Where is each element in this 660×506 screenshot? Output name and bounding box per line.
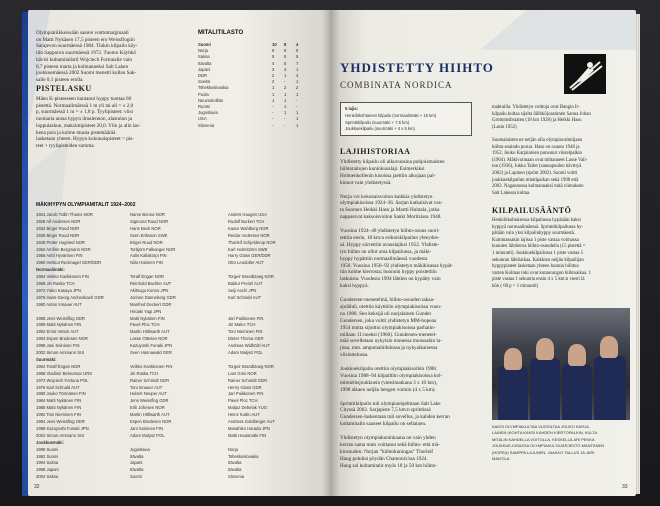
text-line: loppulaskun, maksimipisteet 20,0. Ylin ja alin las- bbox=[36, 122, 141, 129]
text-line: Erik Johnsen NOR bbox=[130, 405, 165, 411]
text-line: (Lasin 1952) bbox=[492, 124, 517, 130]
text-line: Rudolf Burkert TCH bbox=[228, 218, 265, 224]
text-line: Joukkuekilpailu otettiin olympiakisoihin 1988. bbox=[340, 366, 438, 372]
text-line: Masahiko Harada JPN bbox=[228, 425, 270, 431]
text-line: Sarajevon suurmäessä 1984. Tiukin kilpailu käy- bbox=[36, 43, 138, 50]
stats-value: 1 bbox=[284, 91, 287, 97]
text-line: jissa, mm. ampumahiihdossa ja nykyaikaisessa bbox=[340, 345, 438, 352]
text-line: Joukkuekilpailu (suurmäki + 4 x 5 km) bbox=[345, 126, 415, 131]
stats-country: Jugoslavia bbox=[198, 110, 218, 116]
text-line: Grottumsbraaten (18 km 1928) ja Heikki Hasu bbox=[492, 118, 582, 124]
text-line: Norja bbox=[228, 446, 239, 452]
text-line: Gundersen-laskentaan tuli sovellus, ja kahden kerran bbox=[340, 414, 450, 421]
text-line: 0,7 pisteen marta ja kolmanneksi Salt Laken bbox=[36, 63, 129, 70]
text-line: Matjaz Debelak YUG bbox=[228, 405, 268, 411]
text-line: 1924 Jacob Tullin Thams NOR bbox=[36, 212, 93, 217]
text-line: na 1988. Sen keksijä oli norjalainen Gunder bbox=[340, 310, 432, 317]
text-line: lasketaan yhteen. Hypyn kokonaispisteet = pis- bbox=[36, 136, 135, 143]
text-line: Yhdistetyn olympiakuninkaana on vain yhden bbox=[340, 435, 436, 441]
text-line: hyppypisteet lasketaan yhteen kunnin hiihtoa bbox=[492, 264, 579, 270]
stats-value: 1 bbox=[272, 97, 275, 103]
stats-value: 10 bbox=[272, 42, 277, 47]
text-line: Hubert Neuper AUT bbox=[130, 391, 167, 397]
stats-value: 4 bbox=[296, 42, 299, 47]
text-line: varten Kolmas toki ovat kumurangon hiihtoaikaa. 1 bbox=[492, 270, 591, 276]
text-line: 1998 Jani Soininen FIN bbox=[36, 343, 80, 349]
stats-value: - bbox=[296, 104, 298, 109]
text-line: 1980 Jouko Törmänen FIN bbox=[36, 391, 86, 397]
text-line: Andreas Widhölzl AUT bbox=[228, 343, 270, 349]
text-line: Andreas Goldberger AUT bbox=[228, 419, 276, 424]
stats-country: Norja bbox=[198, 48, 209, 54]
text-line: Akitsugu Konno JPN bbox=[130, 287, 169, 293]
text-line: sä. Hyppy siirrettiin avauslajiksi 1952. Yhdiste- bbox=[340, 241, 440, 248]
text-line: Vuosina 1988–94 kilpailtiin olympiakisoissa kol- bbox=[340, 372, 443, 379]
page-title: YHDISTETTY HIIHTO bbox=[340, 60, 494, 75]
stats-country: Saksa bbox=[198, 54, 210, 60]
team-photo bbox=[492, 308, 630, 420]
stats-country: USA bbox=[198, 116, 207, 122]
text-line: hävisi kultamitalistil Wojciech Fortunalle vain bbox=[36, 56, 133, 63]
text-line: joukkuemäessä 2002 Suomi menetti kullan Sak- bbox=[36, 70, 137, 77]
page-number-left: 32 bbox=[34, 484, 40, 490]
text-line: Birger Ruud NOR bbox=[130, 239, 163, 245]
text-line: 1972 Yukio Kasaya JPN bbox=[36, 287, 81, 293]
stats-value: - bbox=[284, 79, 286, 85]
stats-value: 2 bbox=[272, 73, 275, 78]
stats-country: Puola bbox=[198, 91, 209, 97]
stats-value: 5 bbox=[296, 54, 299, 60]
text-line: JOUKKUE-KISASSA OLYMPIAKULTAJÄRJESTÖ MANTÄNEN bbox=[492, 443, 605, 449]
stats-country: DDR bbox=[198, 73, 208, 78]
text-line: 1964 Veikko Kankkonen FIN bbox=[36, 274, 89, 280]
text-line: Seiji Aochi JPN bbox=[228, 287, 257, 293]
text-line: tettiin ensin, 18 km:n erikoiskilpailun yhteydes- bbox=[340, 234, 440, 241]
stats-value: 4 bbox=[272, 60, 275, 66]
text-line: Itävalta bbox=[228, 460, 242, 466]
text-line: Mäen K-pisteeseen kantanut hyppy tuottaa 60 bbox=[36, 96, 132, 102]
stats-country: Neuvostoliitto bbox=[198, 97, 224, 103]
left-page bbox=[28, 10, 330, 496]
text-line: 1992 Toni Nieminen FIN bbox=[36, 412, 81, 418]
text-line: 1952, Jouko Karjalainen pursonut viistelpalkin bbox=[492, 151, 582, 157]
right-page bbox=[330, 10, 636, 496]
text-line: Jochen Danneberg GDR bbox=[130, 294, 176, 300]
text-line: Olympialiikkeissään saaren voittomarginaali bbox=[36, 30, 129, 36]
text-line: Karl Schnabl AUT bbox=[228, 294, 262, 300]
text-line: kultamitalin saaneet kilpailu on sellainen. bbox=[340, 421, 427, 428]
text-line: 1988 Matti Nykänen FIN bbox=[36, 322, 82, 328]
text-line: Gundersen, joka voitti yhdistetyn MM-hopeaa bbox=[340, 317, 437, 324]
text-line: Heinz Kuttin AUT bbox=[228, 412, 260, 418]
stats-value: 1 bbox=[296, 110, 299, 116]
text-line: Harry Glass GER/DDR bbox=[228, 253, 271, 259]
stats-value: 2 bbox=[272, 79, 275, 85]
text-line: Karl Holmström SWE bbox=[228, 246, 268, 252]
ski-jumper-pictogram bbox=[564, 54, 606, 94]
text-line: hiihto-osaindo puruu. Hasu on osanto 1948 ja bbox=[492, 144, 580, 150]
text-line: 1956 Antti Hyvärinen FIN bbox=[36, 253, 83, 259]
text-line: teet + tyylipisteiden summa. bbox=[36, 142, 95, 149]
stats-value: - bbox=[272, 122, 274, 128]
text-line: 1992 Suomi bbox=[36, 453, 59, 459]
text-line: tiin kolme kierrosta; huonoin hyppy poistettiin bbox=[340, 269, 437, 276]
text-line: Lasse Ottesen NOR bbox=[130, 336, 168, 342]
text-line: Slovenia bbox=[228, 474, 245, 480]
text-line: 2002 Simon Ammann SUI bbox=[36, 350, 85, 355]
text-line: Pavel Ploc TCH bbox=[228, 398, 258, 404]
text-line: Japani bbox=[130, 460, 143, 466]
text-line: Norja voi kokonaisvoiton kaikkia yhdistetyn bbox=[340, 193, 433, 200]
text-line: kerran sama mies voittanut sekä hiihto- että mä- bbox=[340, 441, 440, 448]
stats-value: 5 bbox=[284, 54, 287, 60]
text-line: Narve Bonna NOR bbox=[130, 212, 165, 217]
text-line: 1976 Hans-Georg Aschenbach GDR bbox=[36, 294, 104, 300]
text-line: 1952 Arnfinn Bergmann NOR bbox=[36, 246, 91, 252]
text-line: Joukkuemäki: bbox=[36, 439, 64, 445]
stats-value: 9 bbox=[272, 48, 275, 54]
text-line: Manfred Deckert GDR bbox=[130, 301, 172, 307]
text-line: Jens Weissflog GDR bbox=[130, 398, 169, 404]
stats-value: - bbox=[284, 122, 286, 128]
lajihistoria-heading: LAJIHISTORIAA bbox=[340, 147, 411, 156]
text-line: Sigmund Ruud NOR bbox=[130, 218, 169, 224]
text-line: 1968 Jiri Raska TCH bbox=[36, 281, 75, 286]
text-line: Kummassakin lajissa 1 piste vastaa voimassa bbox=[492, 237, 579, 243]
text-line: Toni Nieminen FIN bbox=[228, 329, 263, 335]
text-line: Torgeir Brandtzaeg NOR bbox=[228, 274, 274, 280]
stats-country: Sveitsi bbox=[198, 79, 211, 85]
text-line: kaksi hyppyä. bbox=[340, 283, 369, 290]
text-line: 1964 Toralf Engan NOR bbox=[36, 363, 81, 369]
text-line: salle 0,1 pisteen erolla. bbox=[36, 76, 84, 83]
text-line: kiosuuden: Norjan "hiihtokuningas" Thorleif bbox=[340, 448, 434, 455]
text-line: p, suurmäessä 1 m = ± 1,8 p. Tyylipisteet: viisi bbox=[36, 109, 133, 116]
text-line: 1960 Helmut Recknagel GER/DDR bbox=[36, 260, 102, 266]
text-line: Jiri Raska TCH bbox=[130, 370, 159, 376]
text-line: 1976 Karl Schnabl AUT bbox=[36, 384, 80, 390]
text-line: 1972 Wojciech Fortuna POL bbox=[36, 377, 89, 383]
text-line: hyppyä normaalimäessä. Sprinttikilpailussa hy- bbox=[492, 224, 584, 230]
text-line: Kazuyoshi Funaki JPN bbox=[130, 343, 173, 349]
text-line: Dieter Thoma GER bbox=[228, 336, 264, 342]
text-line: kuunien lähtöeroa hiihto-osuudella (15 pistettä = bbox=[492, 244, 586, 250]
text-line: 1948 Petter Hugsted NOR bbox=[36, 239, 85, 245]
text-line: Jari Puikkonen FIN bbox=[228, 391, 264, 397]
text-line: 1928 Alf Andersen NOR bbox=[36, 218, 81, 224]
text-line: on Matti Nykäsen 17,5 pisteen ero Weissflogiin bbox=[36, 36, 135, 43]
text-line: Lars Grini NOR bbox=[228, 370, 257, 376]
text-line: tiin Sapporon suurmäessä 1972. Tuomo Käyhkö bbox=[36, 50, 137, 57]
text-line: Hiroaki Yagi JPN bbox=[130, 308, 162, 314]
text-line: 1988 Suomi bbox=[36, 446, 59, 452]
text-line: Itävalta bbox=[130, 453, 144, 459]
book-fold-shadow bbox=[322, 10, 340, 496]
stats-value: 5 bbox=[284, 60, 287, 66]
text-line: Tshekkoslovakia bbox=[228, 453, 259, 459]
stats-value: 3 bbox=[272, 66, 275, 72]
stats-value: - bbox=[284, 116, 286, 122]
text-line: 1994 Jens Weissflog GER bbox=[36, 419, 85, 424]
text-line: hön ( 60 p = 1 minuutti) bbox=[492, 284, 539, 289]
text-line: Toralf Engan NOR bbox=[130, 274, 164, 280]
stats-value: 8 bbox=[284, 42, 287, 47]
text-line: Suomalaisten ne neljän olla olympiavalmiijaan bbox=[492, 138, 583, 143]
stats-country: Ruotsi bbox=[198, 104, 210, 109]
text-line: Salt Lakessa kultaa. bbox=[492, 190, 531, 196]
text-line: Jari Puikkonen FIN bbox=[228, 315, 264, 321]
stats-value: 4 bbox=[296, 73, 299, 78]
text-line: Niilo Halonen FIN bbox=[130, 260, 163, 266]
text-line: pätään vain yksi kilpailuhyppy suurmäestä. bbox=[492, 231, 575, 237]
stats-value: 1 bbox=[296, 66, 299, 72]
events-box bbox=[340, 102, 472, 136]
text-line: Suomi bbox=[130, 474, 142, 480]
text-line: Henry Glass GDR bbox=[228, 384, 262, 390]
text-line: Henkilökohtainen kilpailu (normaalimäki + 15 km) bbox=[345, 113, 437, 118]
stats-value: 1 bbox=[296, 79, 299, 85]
text-line: 1936 Birger Ruud NOR bbox=[36, 232, 80, 238]
text-line: 1992 Ernst Vettori AUT bbox=[36, 329, 79, 335]
text-line: Kaare Wahlberg NOR bbox=[228, 225, 269, 231]
text-line: (1964). Mäkivoimaan ovat mittanneet Lasse Vali- bbox=[492, 157, 588, 163]
text-line: MANTILA. bbox=[492, 456, 511, 461]
text-line: Henkilökohtaisessa kilpailussa hypätään kaksi bbox=[492, 218, 581, 223]
text-line: Sven Eriksson SWE bbox=[130, 232, 168, 238]
stats-value: 1 bbox=[272, 91, 275, 97]
text-line: Reinhold Bachler AUT bbox=[130, 281, 172, 286]
stats-country: Tshekkoslovakia bbox=[198, 85, 229, 91]
text-line: ta Suomen Heikki Hasu ja Martti Huhtala, jotka bbox=[340, 207, 440, 214]
text-line: Sven Hannawald GER bbox=[130, 350, 172, 355]
text-line: Haug pohdiai pöydän Chamonix'ssa 1924. bbox=[340, 455, 428, 462]
text-line: 1932 Birger Ruud NOR bbox=[36, 225, 80, 231]
text-line: Jiri Malec TCH bbox=[228, 322, 256, 328]
text-line: Martin Höllwarth AUT bbox=[130, 329, 170, 335]
stats-value: 7 bbox=[296, 60, 299, 66]
text-line: Espen Bredesen NOR bbox=[130, 419, 172, 424]
text-line: MITALIN KAHDELLA VOITOLLA, KESKELLÄ ARI PEKKA bbox=[492, 436, 595, 442]
text-line: 1988 Matti Nykänen FIN bbox=[36, 405, 82, 411]
text-line: 1956. Vuosina 1956–92 yhdistetyn mäkikisassa hypät- bbox=[340, 262, 454, 269]
pistelasku-heading: PISTELASKU bbox=[36, 84, 92, 93]
stats-value: 2 bbox=[296, 85, 299, 91]
text-line: millaan 11:nneksi (1960). Gundersen-menetel- bbox=[340, 331, 437, 338]
text-line: Holmenkollenin kisoissa jaettiin aikojaan pal- bbox=[340, 172, 436, 179]
text-line: Torgeir Brandtzaeg NOR bbox=[228, 363, 274, 369]
text-line: LAINEN (KOHTA KAKSI KAHDEN KIERTOPALKIN, KULTA bbox=[492, 430, 598, 436]
stats-heading: MITALITILASTO bbox=[198, 30, 244, 36]
text-line: Sprinttikilpailu tuli olympiaohjelmaan Salt Lake bbox=[340, 400, 441, 407]
text-line: 1984 Matti Nykänen FIN bbox=[36, 398, 82, 404]
text-line: 1998 Japani bbox=[36, 467, 59, 473]
stats-value: 1 bbox=[284, 104, 287, 109]
text-line: Adam Malysz POL bbox=[228, 350, 263, 355]
stats-value: 1 bbox=[284, 73, 287, 78]
text-line: 2002 Simon Ammann SUI bbox=[36, 432, 85, 438]
text-line: Torbjörn Falkanger NOR bbox=[130, 246, 176, 252]
text-line: 1 minuutti). Joukkuekilpailussa 1 piste vastaa 5 bbox=[492, 251, 583, 256]
page-number-right: 33 bbox=[622, 484, 628, 490]
text-line: ton (1936), Jukka Taller (sannapuolen hävittyä bbox=[492, 164, 582, 170]
text-line: Veikko Kankkonen FIN bbox=[130, 363, 173, 369]
text-line: kilpailu kultaa sijalta lällhköjoastimen Sanna Johan bbox=[492, 111, 591, 117]
stats-value: 1 bbox=[296, 122, 299, 128]
text-line: Gundersen-menetelmä, hiihto-osuuden takaa- bbox=[340, 297, 435, 303]
stats-value: 1 bbox=[284, 97, 287, 103]
text-line: ajolähtö, otettiin käyttöön olympiakisoissa vuon- bbox=[340, 303, 442, 310]
text-line: pistettä. Normaalimäessä 1 m yli tai ali = ± 2,0 bbox=[36, 102, 134, 109]
text-line: sekunnin lähtöaikaa. Kaikkien neljän kilpailijan bbox=[492, 257, 584, 263]
text-line: Suurmäki: bbox=[36, 356, 57, 362]
medal-table-heading: MÄKIHYPYN OLYMPIAMITALIT 1924–2002 bbox=[36, 202, 136, 208]
page-subtitle: COMBINATA NORDICA bbox=[340, 80, 453, 90]
text-line: 2002 Saksa bbox=[36, 474, 59, 480]
stats-country: Itävalta bbox=[198, 60, 212, 66]
text-line: viisiottelussa. bbox=[340, 352, 369, 359]
text-line: Jani Soininen FIN bbox=[130, 425, 164, 431]
text-line: 2002. Nagaonossa kolmannaksi mitä viimaksen bbox=[492, 184, 584, 190]
text-line: Anders Haugen USA bbox=[228, 212, 267, 217]
text-line: KAKSI OLYMPIAKULTAA VUOSILTAA JOUKO KARJA- bbox=[492, 424, 591, 429]
text-line: kinnot vain yhdistetyssä. bbox=[340, 179, 392, 186]
stats-value: 5 bbox=[272, 54, 275, 60]
text-line: hiihtotaitojen kuninkuuslaji. Esimerkiksi bbox=[340, 165, 425, 172]
text-line: Reidar Andersen NOR bbox=[228, 232, 270, 238]
text-line: 2002) ja Lapinen (sprint 2002). Suomi voitti bbox=[492, 171, 578, 176]
text-line: 1988 Jens Weissflog GDR bbox=[36, 315, 86, 321]
text-line: Adam Malysz POL bbox=[130, 432, 165, 438]
text-line: Rainer Schmidt GDR bbox=[228, 377, 268, 383]
text-line: Jugoslavia bbox=[130, 446, 150, 452]
text-line: Matti Hautamäki FIN bbox=[228, 432, 267, 438]
stats-value: 1 bbox=[296, 91, 299, 97]
text-line: Cityssä 2002. Sarjapiste 7,5 km:n sprintissä bbox=[340, 407, 431, 414]
text-line: mimiehisjoukkuein (viestimatkana 3 x 10 km), bbox=[340, 379, 438, 386]
text-line: Yhdistetty kilpailu oli alkuvuosina pohjoismaisten bbox=[340, 159, 445, 165]
text-line: 1994 Espen Bredesen NOR bbox=[36, 336, 88, 342]
stats-value: - bbox=[272, 110, 274, 116]
stats-value: - bbox=[272, 104, 274, 109]
text-line: Sprinttikilpailu (suurmäki + 7,5 km) bbox=[345, 119, 410, 125]
text-line: kena pois ja kolme muuta pistemäärää bbox=[36, 129, 116, 136]
stats-country: Japani bbox=[198, 66, 211, 72]
text-line: Martin Höllwarth AUT bbox=[130, 412, 170, 418]
text-line: Thorleif Schjelderup NOR bbox=[228, 239, 276, 245]
text-line: mää sovelletaan nykyisin monessa muussakin la- bbox=[340, 338, 442, 345]
stats-value: - bbox=[272, 116, 274, 122]
text-line: Itävalta bbox=[130, 467, 144, 473]
text-line: Matti Nykänen FIN bbox=[130, 315, 165, 321]
text-line: 1998 Kazuyoshi Funaki JPN bbox=[36, 425, 89, 431]
text-line: Normaalimäki: bbox=[36, 267, 65, 273]
stats-value: - bbox=[296, 97, 298, 103]
text-line: Hans Beck NOR bbox=[130, 225, 161, 231]
text-line: Itävalta bbox=[228, 467, 242, 473]
text-line: (HOPEA) SAMPPA LAJUNEN, JAAKKO TALLUS JA JARI bbox=[492, 449, 595, 455]
text-line: tuomaria antaa hypyn ilmalennon, alastulon ja bbox=[36, 116, 132, 123]
stats-value: 4 bbox=[284, 66, 287, 72]
text-line: 1994 Saksa bbox=[36, 460, 59, 466]
stats-value: 2 bbox=[284, 85, 287, 91]
text-line: 1980 Anton Innauer AUT bbox=[36, 301, 82, 307]
text-line: Toni Innauer AUT bbox=[130, 384, 163, 390]
stats-country: Slovenia bbox=[198, 122, 215, 128]
text-line: Haug sai kultamitalit myös 18 ja 50 km hiihto- bbox=[340, 462, 438, 469]
text-line: piste vastaa 1 sekuntia ensin 4 x 5 km:n viesti lä bbox=[492, 277, 585, 283]
text-line: Baldur Preiml AUT bbox=[228, 281, 263, 286]
text-line: mahtuilla. Yhdistetyn voittoja ovat Bangin Ir- bbox=[492, 105, 580, 110]
text-line: 1954 mutta sijoittui olympiakisoissa parhaim- bbox=[340, 324, 436, 331]
text-line: Aulis Kallakorpi FIN bbox=[130, 253, 167, 259]
text-line: Otto Leodolter AUT bbox=[228, 260, 264, 266]
text-line: laskuista. Vuodesta 1994 lähtien on hypätty vain bbox=[340, 276, 441, 283]
text-line: Rainer Schmidt GDR bbox=[130, 377, 170, 383]
stats-value: 8 bbox=[284, 48, 287, 54]
text-line: olympiakisoissa 1924–36. Sarjan katkaisivat vas- bbox=[340, 200, 443, 207]
text-line: joukkuekilpailun mitalipaikan sekä 1998 että bbox=[492, 177, 579, 183]
stats-value: 1 bbox=[272, 85, 275, 91]
stats-value: 1 bbox=[284, 110, 287, 116]
text-line: tyn hiihto on ollut oma kilpailunsa, ja mäki- bbox=[340, 248, 432, 255]
stats-value: 1 bbox=[296, 116, 299, 122]
kilpailusaanto-heading: KILPAILUSÄÄNTÖ bbox=[492, 206, 572, 215]
decorative-stripe bbox=[480, 10, 636, 50]
text-line: Pavel Ploc TCH bbox=[130, 322, 160, 328]
text-line: Vuosina 1924–48 yhdistetyn hiihto-osuus suori- bbox=[340, 228, 440, 234]
stats-country: Suomi bbox=[198, 42, 211, 47]
text-line: hyppy hypättiin normaalimäessä vuodesta bbox=[340, 255, 428, 262]
stats-value: 9 bbox=[296, 48, 299, 54]
text-line: nappasivat kaksoisvoiton Sankt Moritzissa 1948. bbox=[340, 214, 442, 221]
events-box-title: 5 lajia: bbox=[345, 106, 359, 111]
text-line: 1968 Vladimir Beloussov URS bbox=[36, 370, 93, 376]
text-line: 1998 alkaen neljän hengen voimin (4 x 5 km). bbox=[340, 386, 436, 393]
